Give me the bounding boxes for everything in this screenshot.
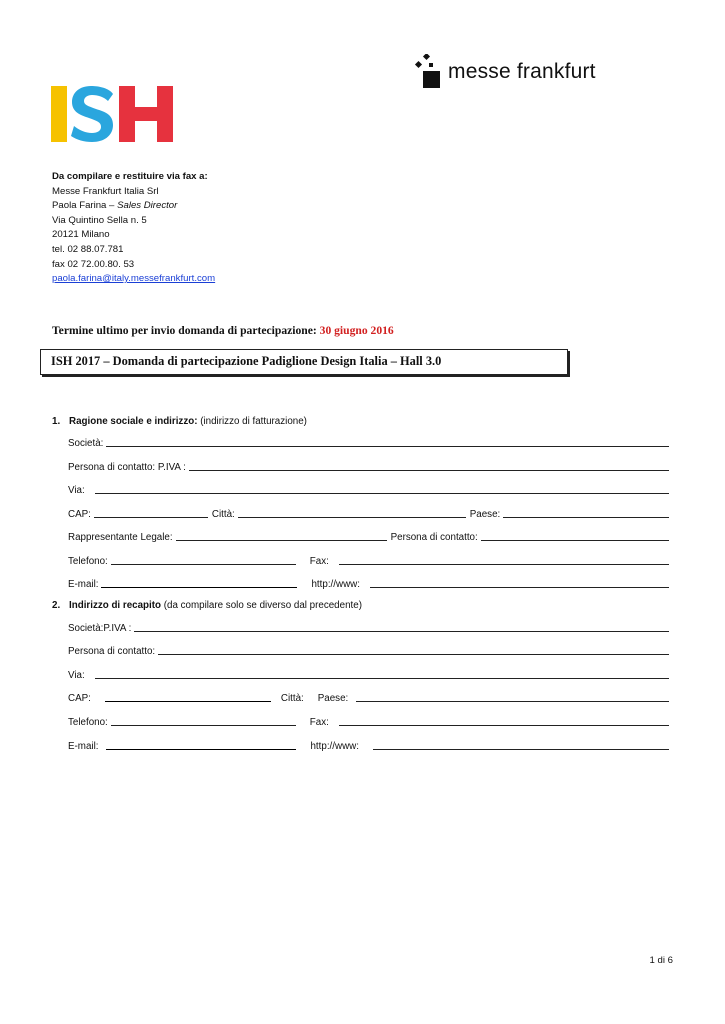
section-1-number: 1. xyxy=(52,416,61,427)
s1-email-label: E-mail: xyxy=(68,579,99,590)
address-tel: tel. 02 88.07.781 xyxy=(52,243,124,255)
s2-row-telefono xyxy=(68,714,673,728)
s2-row-via xyxy=(68,667,673,681)
s2-persona-label: Persona di contatto: xyxy=(68,646,156,657)
address-street: Via Quintino Sella n. 5 xyxy=(52,214,147,226)
s2-via-field[interactable] xyxy=(95,668,669,679)
s2-via-label: Via: xyxy=(68,670,85,681)
ish-logo xyxy=(51,86,173,142)
section-1-title: Ragione sociale e indirizzo: xyxy=(69,416,198,427)
s1-persona-field[interactable] xyxy=(481,530,669,541)
s2-paese-field[interactable] xyxy=(356,691,669,702)
s1-row-cap xyxy=(68,506,673,520)
form-title: ISH 2017 – Domanda di partecipazione Padiglione Design Italia – Hall 3.0 xyxy=(51,354,442,368)
s2-email-field[interactable] xyxy=(106,739,296,750)
s2-citta-label: Città: xyxy=(280,693,304,704)
contact-role: Sales Director xyxy=(117,200,178,212)
s1-fax-label: Fax: xyxy=(309,556,329,567)
s1-paese-label: Paese: xyxy=(469,509,501,520)
s2-telefono-label: Telefono: xyxy=(68,717,108,728)
s1-row-societa xyxy=(68,435,673,449)
s2-cap-label: CAP: xyxy=(68,693,91,704)
messe-frankfurt-mark-icon xyxy=(414,54,440,90)
s2-http-field[interactable] xyxy=(373,739,669,750)
s1-paese-field[interactable] xyxy=(503,507,669,518)
email-link[interactable]: paola.farina@italy.messefrankfurt.com xyxy=(52,273,216,285)
section-1-note: (indirizzo di fatturazione) xyxy=(200,416,307,427)
s1-cap-field[interactable] xyxy=(94,507,208,518)
section-2-title: Indirizzo di recapito xyxy=(69,600,161,611)
s1-row-email xyxy=(68,576,673,590)
s1-http-field[interactable] xyxy=(370,577,669,588)
s2-email-label: E-mail: xyxy=(68,741,99,752)
form-title-box xyxy=(40,349,568,375)
s1-via-field[interactable] xyxy=(95,483,669,494)
s2-fax-label: Fax: xyxy=(309,717,329,728)
s1-http-label: http://www: xyxy=(311,579,360,590)
contact-name: Paola Farina – xyxy=(52,200,115,212)
section-2-heading xyxy=(52,600,362,611)
s2-persona-field[interactable] xyxy=(158,644,669,655)
s1-email-field[interactable] xyxy=(101,577,297,588)
s2-societa-piva-field[interactable] xyxy=(134,621,669,632)
section-2-number: 2. xyxy=(52,600,61,611)
s2-row-persona xyxy=(68,643,673,657)
s1-citta-label: Città: xyxy=(211,509,235,520)
s1-telefono-field[interactable] xyxy=(111,554,296,565)
s1-telefono-label: Telefono: xyxy=(68,556,108,567)
address-fax: fax 02 72.00.80. 53 xyxy=(52,258,135,270)
organizer-name: messe frankfurt xyxy=(448,60,596,83)
messe-frankfurt-logo xyxy=(414,52,596,92)
s1-citta-field[interactable] xyxy=(238,507,466,518)
s2-row-societa-piva xyxy=(68,620,673,634)
s1-rappresentante-label: Rappresentante Legale: xyxy=(68,532,173,543)
s1-row-via xyxy=(68,482,673,496)
s1-row-telefono xyxy=(68,553,673,567)
s2-cap-field[interactable] xyxy=(105,691,271,702)
address-city: 20121 Milano xyxy=(52,229,110,241)
s2-row-email xyxy=(68,738,673,752)
s1-persona-label: Persona di contatto: xyxy=(390,532,478,543)
s1-persona-piva-label: Persona di contatto: P.IVA : xyxy=(68,462,186,473)
s2-societa-piva-label: Società:P.IVA : xyxy=(68,623,132,634)
s1-societa-field[interactable] xyxy=(106,436,669,447)
deadline-label: Termine ultimo per invio domanda di partecipazione: xyxy=(52,324,317,337)
section-2-note: (da compilare solo se diverso dal precedente) xyxy=(163,600,362,611)
s2-paese-label: Paese: xyxy=(317,693,349,704)
s2-row-cap xyxy=(68,690,673,704)
address-company: Messe Frankfurt Italia Srl xyxy=(52,185,159,197)
page-number: 1 di 6 xyxy=(649,955,673,966)
s1-row-rappresentante xyxy=(68,529,673,543)
s2-http-label: http://www: xyxy=(310,741,359,752)
s1-persona-piva-field[interactable] xyxy=(189,460,669,471)
deadline-date: 30 giugno 2016 xyxy=(319,324,394,337)
s1-fax-field[interactable] xyxy=(339,554,669,565)
s1-cap-label: CAP: xyxy=(68,509,91,520)
s1-societa-label: Società: xyxy=(68,438,104,449)
s1-rappresentante-field[interactable] xyxy=(176,530,387,541)
address-contact xyxy=(52,199,215,214)
address-heading: Da compilare e restituire via fax a: xyxy=(52,171,208,182)
address-block xyxy=(52,170,215,287)
s2-telefono-field[interactable] xyxy=(111,715,296,726)
section-1-heading xyxy=(52,416,307,427)
s2-fax-field[interactable] xyxy=(339,715,669,726)
s1-via-label: Via: xyxy=(68,485,85,496)
s1-row-persona-piva xyxy=(68,459,673,473)
deadline xyxy=(52,324,394,337)
